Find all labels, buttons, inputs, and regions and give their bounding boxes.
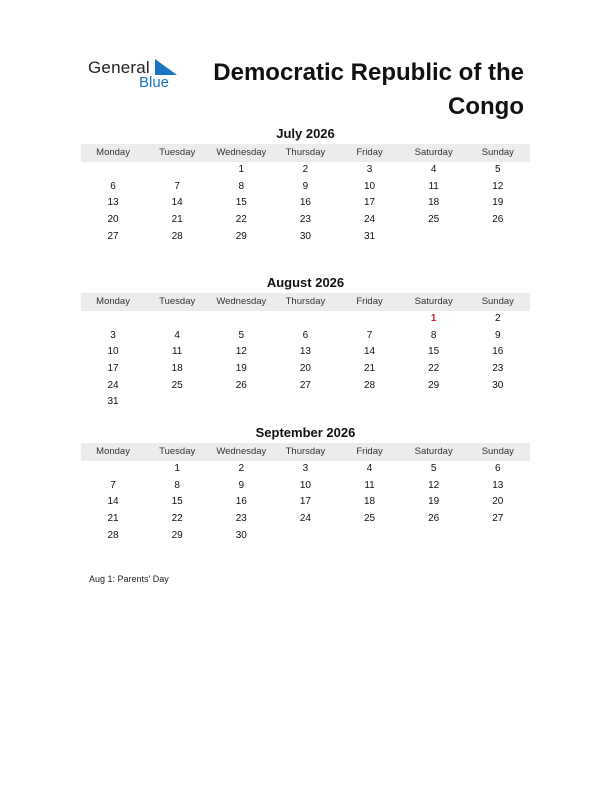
month-september [81, 424, 530, 544]
day-cell [466, 394, 530, 411]
day-cell: 24 [364, 214, 376, 226]
week-row [81, 461, 530, 478]
day-cell: 19 [235, 363, 247, 375]
day-cell: 23 [299, 214, 311, 226]
day-cell [145, 162, 209, 179]
day-cell: 23 [492, 363, 504, 375]
day-cell: 28 [171, 230, 183, 242]
day-cell: 14 [171, 197, 183, 209]
day-cell: 2 [495, 313, 501, 324]
week-row [81, 528, 530, 545]
day-cell [209, 311, 273, 328]
day-cell: 6 [302, 329, 309, 341]
weekday-header-row [81, 144, 530, 162]
day-cell: 30 [299, 230, 311, 242]
day-cell [145, 394, 209, 411]
day-cell: 12 [428, 479, 440, 491]
weekday-label: Monday [96, 446, 130, 457]
day-cell: 1 [238, 164, 245, 175]
page-title: Democratic Republic of the Congo [213, 59, 524, 120]
day-cell: 12 [492, 180, 504, 192]
day-cell: 8 [430, 329, 437, 341]
weekday-label: Saturday [414, 147, 453, 158]
day-cell: 5 [238, 329, 245, 341]
day-cell [402, 229, 466, 246]
day-cell: 17 [107, 363, 119, 375]
week-row [81, 478, 530, 495]
day-cell: 5 [430, 463, 437, 474]
day-cell: 20 [492, 496, 504, 508]
holiday-day-cell: 1 [430, 313, 437, 324]
day-cell: 21 [107, 513, 119, 525]
weekday-label: Friday [356, 147, 383, 158]
month-july [81, 125, 530, 245]
day-cell [81, 311, 145, 328]
day-cell: 27 [492, 513, 504, 525]
day-cell: 22 [171, 513, 183, 525]
day-cell: 6 [110, 180, 116, 192]
day-cell: 18 [364, 496, 376, 508]
day-cell: 28 [364, 379, 376, 391]
day-cell [209, 394, 273, 411]
day-cell: 4 [430, 164, 437, 175]
day-cell: 30 [492, 379, 504, 391]
logo-blue-text: Blue [139, 74, 170, 91]
day-cell [273, 311, 337, 328]
weekday-label: Thursday [285, 446, 326, 457]
day-cell [273, 394, 337, 411]
day-cell: 17 [364, 197, 376, 209]
day-cell: 16 [492, 346, 504, 358]
day-cell [466, 229, 530, 246]
day-cell: 16 [235, 496, 247, 508]
day-cell: 2 [302, 164, 309, 175]
weekday-label: Saturday [414, 446, 453, 457]
weekday-label: Wednesday [216, 147, 267, 158]
day-cell: 4 [174, 329, 180, 341]
day-cell: 24 [299, 513, 311, 525]
day-cell [81, 461, 145, 478]
month-title: July 2026 [276, 126, 335, 141]
day-cell: 31 [107, 396, 119, 408]
day-cell: 25 [428, 214, 440, 226]
weekday-header-row [81, 293, 530, 311]
month-august [81, 274, 530, 411]
week-row [81, 361, 530, 378]
day-cell: 23 [235, 513, 247, 525]
day-cell: 8 [174, 479, 180, 491]
day-cell: 19 [492, 197, 504, 209]
weekday-label: Monday [96, 296, 130, 307]
weekday-label: Sunday [481, 446, 514, 457]
day-cell: 21 [364, 363, 376, 375]
day-cell: 22 [428, 363, 440, 375]
weekday-label: Thursday [285, 147, 326, 158]
day-cell: 26 [235, 379, 247, 391]
day-cell: 7 [366, 329, 373, 341]
week-row [81, 394, 530, 411]
day-cell: 15 [428, 346, 440, 358]
day-cell: 9 [238, 479, 245, 491]
day-cell: 27 [107, 230, 119, 242]
day-cell: 25 [171, 379, 183, 391]
day-cell: 2 [238, 463, 245, 474]
day-cell: 13 [492, 479, 504, 491]
day-cell: 14 [364, 346, 376, 358]
day-cell: 18 [428, 197, 440, 209]
weekday-label: Wednesday [216, 296, 267, 307]
week-row [81, 179, 530, 196]
weekday-label: Saturday [414, 296, 453, 307]
day-cell: 3 [302, 463, 309, 474]
day-cell: 10 [299, 479, 311, 491]
day-cell [338, 311, 402, 328]
weekday-label: Friday [356, 446, 383, 457]
day-cell [145, 311, 209, 328]
day-cell: 13 [299, 346, 311, 358]
day-cell [81, 162, 145, 179]
day-cell: 7 [174, 180, 180, 192]
day-cell [338, 394, 402, 411]
day-cell: 10 [107, 346, 119, 358]
day-cell: 8 [238, 180, 245, 192]
week-row [81, 162, 530, 179]
day-cell: 20 [107, 214, 119, 226]
day-cell: 29 [235, 230, 247, 242]
weekday-header-row [81, 443, 530, 461]
day-cell: 26 [428, 513, 440, 525]
day-cell [273, 528, 337, 545]
holiday-note: Aug 1: Parents’ Day [89, 574, 169, 584]
day-cell: 25 [364, 513, 376, 525]
week-row [81, 229, 530, 246]
day-cell: 28 [107, 529, 119, 541]
day-cell: 7 [110, 479, 116, 491]
weekday-label: Tuesday [159, 446, 196, 457]
weekday-label: Monday [96, 147, 130, 158]
day-cell: 18 [171, 363, 183, 375]
week-row [81, 511, 530, 528]
weekday-label: Friday [356, 296, 383, 307]
day-cell: 31 [364, 230, 376, 242]
day-cell: 22 [235, 214, 247, 226]
day-cell: 21 [171, 214, 183, 226]
day-cell [466, 528, 530, 545]
day-cell: 27 [299, 379, 311, 391]
week-row [81, 494, 530, 511]
day-cell: 15 [171, 496, 183, 508]
day-cell: 3 [110, 329, 116, 341]
week-row [81, 311, 530, 328]
day-cell: 10 [364, 180, 376, 192]
weekday-label: Wednesday [216, 446, 267, 457]
day-cell: 13 [107, 197, 119, 209]
day-cell: 9 [495, 329, 501, 341]
day-cell: 11 [364, 479, 375, 491]
day-cell: 16 [299, 197, 311, 209]
week-row [81, 212, 530, 229]
day-cell: 26 [492, 214, 504, 226]
day-cell: 3 [366, 164, 373, 175]
month-title: August 2026 [266, 275, 345, 290]
day-cell: 19 [428, 496, 440, 508]
day-cell: 12 [235, 346, 247, 358]
weekday-label: Tuesday [159, 147, 196, 158]
week-row [81, 195, 530, 212]
day-cell: 5 [495, 164, 501, 175]
day-cell: 30 [235, 529, 247, 541]
day-cell: 24 [107, 379, 119, 391]
weekday-label: Sunday [481, 296, 514, 307]
weekday-label: Thursday [285, 296, 326, 307]
day-cell: 29 [428, 379, 440, 391]
day-cell: 20 [299, 363, 311, 375]
day-cell [402, 528, 466, 545]
logo-general-text: General [88, 58, 150, 77]
day-cell [338, 528, 402, 545]
day-cell: 4 [366, 463, 373, 474]
day-cell: 11 [171, 346, 183, 358]
day-cell: 9 [302, 180, 309, 192]
weekday-label: Tuesday [159, 296, 196, 307]
day-cell: 1 [174, 463, 180, 474]
weekday-label: Sunday [481, 147, 514, 158]
week-row [81, 328, 530, 345]
week-row [81, 378, 530, 395]
day-cell: 17 [299, 496, 311, 508]
day-cell: 14 [107, 496, 119, 508]
day-cell [402, 394, 466, 411]
month-title: September 2026 [255, 425, 356, 440]
day-cell: 15 [235, 197, 247, 209]
day-cell: 6 [495, 463, 501, 474]
day-cell: 29 [171, 529, 183, 541]
week-row [81, 344, 530, 361]
day-cell: 11 [428, 180, 439, 192]
